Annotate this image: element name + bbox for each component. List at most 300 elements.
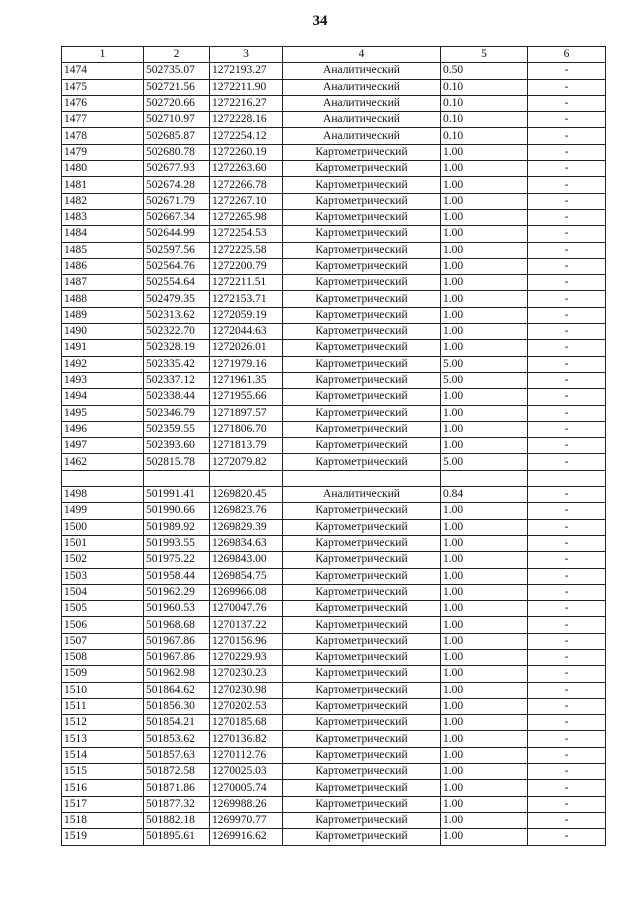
x-coordinate-cell: 501853.62	[144, 731, 210, 747]
x-coordinate-cell: 502674.28	[144, 177, 210, 193]
point-number-cell: 1510	[62, 682, 144, 698]
table-row	[62, 258, 606, 274]
method-cell: Картометрический	[283, 242, 441, 258]
header-col-4: 4	[283, 47, 441, 63]
method-cell: Картометрический	[283, 144, 441, 160]
y-coordinate-cell: 1270005.74	[210, 780, 283, 796]
note-cell: -	[528, 438, 606, 454]
x-coordinate-cell: 501967.86	[144, 633, 210, 649]
accuracy-cell: 1.00	[441, 324, 528, 340]
point-number-cell: 1499	[62, 503, 144, 519]
point-number-cell: 1482	[62, 193, 144, 209]
method-cell: Картометрический	[283, 161, 441, 177]
note-cell: -	[528, 487, 606, 503]
method-cell: Картометрический	[283, 698, 441, 714]
table-row	[62, 454, 606, 470]
note-cell: -	[528, 829, 606, 845]
x-coordinate-cell: 502393.60	[144, 438, 210, 454]
method-cell: Аналитический	[283, 95, 441, 111]
coordinates-table	[61, 46, 606, 846]
x-coordinate-cell: 501857.63	[144, 747, 210, 763]
method-cell: Картометрический	[283, 747, 441, 763]
accuracy-cell: 1.00	[441, 535, 528, 551]
method-cell: Картометрический	[283, 454, 441, 470]
point-number-cell: 1514	[62, 747, 144, 763]
empty-cell	[62, 470, 144, 486]
x-coordinate-cell: 502338.44	[144, 389, 210, 405]
method-cell: Картометрический	[283, 649, 441, 665]
table-row	[62, 568, 606, 584]
accuracy-cell: 1.00	[441, 829, 528, 845]
table-row	[62, 291, 606, 307]
accuracy-cell: 0.84	[441, 487, 528, 503]
method-cell: Картометрический	[283, 617, 441, 633]
x-coordinate-cell: 501872.58	[144, 764, 210, 780]
y-coordinate-cell: 1269854.75	[210, 568, 283, 584]
accuracy-cell: 1.00	[441, 617, 528, 633]
x-coordinate-cell: 501989.92	[144, 519, 210, 535]
x-coordinate-cell: 502710.97	[144, 112, 210, 128]
table-row	[62, 112, 606, 128]
x-coordinate-cell: 502322.70	[144, 324, 210, 340]
group-separator-row	[62, 470, 606, 486]
accuracy-cell: 1.00	[441, 584, 528, 600]
accuracy-cell: 1.00	[441, 698, 528, 714]
note-cell: -	[528, 275, 606, 291]
note-cell: -	[528, 649, 606, 665]
table-row	[62, 79, 606, 95]
point-number-cell: 1493	[62, 372, 144, 388]
accuracy-cell: 1.00	[441, 275, 528, 291]
x-coordinate-cell: 501877.32	[144, 796, 210, 812]
point-number-cell: 1500	[62, 519, 144, 535]
accuracy-cell: 1.00	[441, 682, 528, 698]
empty-cell	[144, 470, 210, 486]
point-number-cell: 1492	[62, 356, 144, 372]
x-coordinate-cell: 502335.42	[144, 356, 210, 372]
y-coordinate-cell: 1271961.35	[210, 372, 283, 388]
note-cell: -	[528, 258, 606, 274]
y-coordinate-cell: 1269834.63	[210, 535, 283, 551]
y-coordinate-cell: 1269988.26	[210, 796, 283, 812]
note-cell: -	[528, 95, 606, 111]
note-cell: -	[528, 535, 606, 551]
point-number-cell: 1474	[62, 63, 144, 79]
accuracy-cell: 0.50	[441, 63, 528, 79]
accuracy-cell: 1.00	[441, 503, 528, 519]
x-coordinate-cell: 502479.35	[144, 291, 210, 307]
table-row	[62, 519, 606, 535]
table-row	[62, 682, 606, 698]
point-number-cell: 1518	[62, 812, 144, 828]
point-number-cell: 1488	[62, 291, 144, 307]
method-cell: Картометрический	[283, 552, 441, 568]
point-number-cell: 1508	[62, 649, 144, 665]
accuracy-cell: 1.00	[441, 666, 528, 682]
method-cell: Картометрический	[283, 666, 441, 682]
x-coordinate-cell: 502677.93	[144, 161, 210, 177]
empty-cell	[283, 470, 441, 486]
note-cell: -	[528, 144, 606, 160]
note-cell: -	[528, 584, 606, 600]
accuracy-cell: 1.00	[441, 226, 528, 242]
y-coordinate-cell: 1270230.98	[210, 682, 283, 698]
point-number-cell: 1490	[62, 324, 144, 340]
method-cell: Картометрический	[283, 226, 441, 242]
x-coordinate-cell: 502815.78	[144, 454, 210, 470]
empty-cell	[528, 470, 606, 486]
y-coordinate-cell: 1270229.93	[210, 649, 283, 665]
accuracy-cell: 1.00	[441, 438, 528, 454]
point-number-cell: 1517	[62, 796, 144, 812]
table-row	[62, 177, 606, 193]
y-coordinate-cell: 1271813.79	[210, 438, 283, 454]
table-row	[62, 503, 606, 519]
table-row	[62, 812, 606, 828]
note-cell: -	[528, 389, 606, 405]
point-number-cell: 1479	[62, 144, 144, 160]
point-number-cell: 1505	[62, 601, 144, 617]
method-cell: Картометрический	[283, 715, 441, 731]
point-number-cell: 1486	[62, 258, 144, 274]
accuracy-cell: 1.00	[441, 389, 528, 405]
y-coordinate-cell: 1272216.27	[210, 95, 283, 111]
table-row	[62, 275, 606, 291]
accuracy-cell: 1.00	[441, 193, 528, 209]
point-number-cell: 1496	[62, 421, 144, 437]
y-coordinate-cell: 1270185.68	[210, 715, 283, 731]
point-number-cell: 1503	[62, 568, 144, 584]
x-coordinate-cell: 501962.98	[144, 666, 210, 682]
point-number-cell: 1507	[62, 633, 144, 649]
header-col-2: 2	[144, 47, 210, 63]
table-row	[62, 161, 606, 177]
table-row	[62, 829, 606, 845]
x-coordinate-cell: 501990.66	[144, 503, 210, 519]
accuracy-cell: 1.00	[441, 291, 528, 307]
accuracy-cell: 5.00	[441, 372, 528, 388]
y-coordinate-cell: 1269966.08	[210, 584, 283, 600]
accuracy-cell: 1.00	[441, 731, 528, 747]
point-number-cell: 1462	[62, 454, 144, 470]
table-row	[62, 324, 606, 340]
table-row	[62, 487, 606, 503]
accuracy-cell: 1.00	[441, 764, 528, 780]
y-coordinate-cell: 1269970.77	[210, 812, 283, 828]
accuracy-cell: 1.00	[441, 209, 528, 225]
point-number-cell: 1513	[62, 731, 144, 747]
method-cell: Картометрический	[283, 372, 441, 388]
method-cell: Картометрический	[283, 503, 441, 519]
note-cell: -	[528, 242, 606, 258]
note-cell: -	[528, 796, 606, 812]
y-coordinate-cell: 1269916.62	[210, 829, 283, 845]
x-coordinate-cell: 501958.44	[144, 568, 210, 584]
accuracy-cell: 1.00	[441, 812, 528, 828]
point-number-cell: 1487	[62, 275, 144, 291]
point-number-cell: 1495	[62, 405, 144, 421]
note-cell: -	[528, 209, 606, 225]
table-row	[62, 405, 606, 421]
x-coordinate-cell: 502680.78	[144, 144, 210, 160]
note-cell: -	[528, 601, 606, 617]
table-row	[62, 226, 606, 242]
y-coordinate-cell: 1272228.16	[210, 112, 283, 128]
x-coordinate-cell: 502721.56	[144, 79, 210, 95]
method-cell: Картометрический	[283, 307, 441, 323]
note-cell: -	[528, 161, 606, 177]
x-coordinate-cell: 501991.41	[144, 487, 210, 503]
method-cell: Картометрический	[283, 568, 441, 584]
accuracy-cell: 0.10	[441, 79, 528, 95]
point-number-cell: 1509	[62, 666, 144, 682]
method-cell: Картометрический	[283, 438, 441, 454]
method-cell: Картометрический	[283, 275, 441, 291]
x-coordinate-cell: 501968.68	[144, 617, 210, 633]
y-coordinate-cell: 1272265.98	[210, 209, 283, 225]
header-col-5: 5	[441, 47, 528, 63]
y-coordinate-cell: 1270230.23	[210, 666, 283, 682]
table-row	[62, 780, 606, 796]
note-cell: -	[528, 356, 606, 372]
method-cell: Картометрический	[283, 584, 441, 600]
point-number-cell: 1483	[62, 209, 144, 225]
page-number: 34	[312, 13, 328, 29]
table-row	[62, 144, 606, 160]
table-row	[62, 601, 606, 617]
accuracy-cell: 1.00	[441, 796, 528, 812]
point-number-cell: 1476	[62, 95, 144, 111]
note-cell: -	[528, 764, 606, 780]
point-number-cell: 1501	[62, 535, 144, 551]
table-row	[62, 128, 606, 144]
point-number-cell: 1485	[62, 242, 144, 258]
y-coordinate-cell: 1271806.70	[210, 421, 283, 437]
note-cell: -	[528, 617, 606, 633]
y-coordinate-cell: 1272254.53	[210, 226, 283, 242]
y-coordinate-cell: 1272254.12	[210, 128, 283, 144]
y-coordinate-cell: 1272263.60	[210, 161, 283, 177]
accuracy-cell: 0.10	[441, 128, 528, 144]
x-coordinate-cell: 502685.87	[144, 128, 210, 144]
y-coordinate-cell: 1272266.78	[210, 177, 283, 193]
note-cell: -	[528, 177, 606, 193]
note-cell: -	[528, 715, 606, 731]
x-coordinate-cell: 502564.76	[144, 258, 210, 274]
x-coordinate-cell: 502720.66	[144, 95, 210, 111]
x-coordinate-cell: 502671.79	[144, 193, 210, 209]
x-coordinate-cell: 502346.79	[144, 405, 210, 421]
note-cell: -	[528, 324, 606, 340]
table-row	[62, 63, 606, 79]
x-coordinate-cell: 502735.07	[144, 63, 210, 79]
point-number-cell: 1512	[62, 715, 144, 731]
method-cell: Картометрический	[283, 780, 441, 796]
y-coordinate-cell: 1272059.19	[210, 307, 283, 323]
note-cell: -	[528, 552, 606, 568]
table-row	[62, 552, 606, 568]
y-coordinate-cell: 1272225.58	[210, 242, 283, 258]
point-number-cell: 1516	[62, 780, 144, 796]
method-cell: Картометрический	[283, 601, 441, 617]
x-coordinate-cell: 501967.86	[144, 649, 210, 665]
y-coordinate-cell: 1270137.22	[210, 617, 283, 633]
table-row	[62, 209, 606, 225]
table-row	[62, 649, 606, 665]
table-row	[62, 389, 606, 405]
table-row	[62, 95, 606, 111]
accuracy-cell: 1.00	[441, 649, 528, 665]
method-cell: Картометрический	[283, 633, 441, 649]
y-coordinate-cell: 1272267.10	[210, 193, 283, 209]
method-cell: Картометрический	[283, 258, 441, 274]
header-col-1: 1	[62, 47, 144, 63]
y-coordinate-cell: 1272193.27	[210, 63, 283, 79]
method-cell: Аналитический	[283, 128, 441, 144]
table-row	[62, 715, 606, 731]
table-row	[62, 633, 606, 649]
point-number-cell: 1497	[62, 438, 144, 454]
note-cell: -	[528, 112, 606, 128]
point-number-cell: 1504	[62, 584, 144, 600]
accuracy-cell: 1.00	[441, 161, 528, 177]
method-cell: Картометрический	[283, 682, 441, 698]
accuracy-cell: 0.10	[441, 112, 528, 128]
x-coordinate-cell: 501856.30	[144, 698, 210, 714]
table-row	[62, 193, 606, 209]
note-cell: -	[528, 731, 606, 747]
accuracy-cell: 1.00	[441, 405, 528, 421]
point-number-cell: 1484	[62, 226, 144, 242]
y-coordinate-cell: 1270047.76	[210, 601, 283, 617]
y-coordinate-cell: 1269829.39	[210, 519, 283, 535]
method-cell: Картометрический	[283, 421, 441, 437]
method-cell: Аналитический	[283, 112, 441, 128]
point-number-cell: 1481	[62, 177, 144, 193]
accuracy-cell: 1.00	[441, 144, 528, 160]
table-row	[62, 731, 606, 747]
table-row	[62, 796, 606, 812]
table-row	[62, 764, 606, 780]
x-coordinate-cell: 502337.12	[144, 372, 210, 388]
method-cell: Картометрический	[283, 209, 441, 225]
header-col-6: 6	[528, 47, 606, 63]
accuracy-cell: 1.00	[441, 552, 528, 568]
note-cell: -	[528, 666, 606, 682]
method-cell: Картометрический	[283, 324, 441, 340]
y-coordinate-cell: 1271955.66	[210, 389, 283, 405]
x-coordinate-cell: 502667.34	[144, 209, 210, 225]
y-coordinate-cell: 1270112.76	[210, 747, 283, 763]
method-cell: Картометрический	[283, 764, 441, 780]
note-cell: -	[528, 519, 606, 535]
x-coordinate-cell: 501895.61	[144, 829, 210, 845]
y-coordinate-cell: 1272260.19	[210, 144, 283, 160]
header-row	[62, 47, 606, 63]
note-cell: -	[528, 780, 606, 796]
accuracy-cell: 1.00	[441, 258, 528, 274]
note-cell: -	[528, 454, 606, 470]
note-cell: -	[528, 633, 606, 649]
method-cell: Картометрический	[283, 356, 441, 372]
method-cell: Картометрический	[283, 519, 441, 535]
method-cell: Картометрический	[283, 829, 441, 845]
x-coordinate-cell: 501960.53	[144, 601, 210, 617]
point-number-cell: 1506	[62, 617, 144, 633]
accuracy-cell: 1.00	[441, 340, 528, 356]
point-number-cell: 1478	[62, 128, 144, 144]
accuracy-cell: 1.00	[441, 519, 528, 535]
accuracy-cell: 1.00	[441, 421, 528, 437]
accuracy-cell: 1.00	[441, 715, 528, 731]
point-number-cell: 1491	[62, 340, 144, 356]
y-coordinate-cell: 1272211.90	[210, 79, 283, 95]
note-cell: -	[528, 812, 606, 828]
accuracy-cell: 1.00	[441, 568, 528, 584]
accuracy-cell: 1.00	[441, 601, 528, 617]
point-number-cell: 1515	[62, 764, 144, 780]
point-number-cell: 1477	[62, 112, 144, 128]
table-row	[62, 535, 606, 551]
method-cell: Аналитический	[283, 63, 441, 79]
method-cell: Картометрический	[283, 731, 441, 747]
x-coordinate-cell: 501975.22	[144, 552, 210, 568]
table-row	[62, 307, 606, 323]
x-coordinate-cell: 502644.99	[144, 226, 210, 242]
table-row	[62, 340, 606, 356]
table-row	[62, 438, 606, 454]
table-row	[62, 356, 606, 372]
x-coordinate-cell: 502328.19	[144, 340, 210, 356]
empty-cell	[210, 470, 283, 486]
table-row	[62, 747, 606, 763]
note-cell: -	[528, 698, 606, 714]
y-coordinate-cell: 1269820.45	[210, 487, 283, 503]
x-coordinate-cell: 501871.86	[144, 780, 210, 796]
table-row	[62, 617, 606, 633]
empty-cell	[441, 470, 528, 486]
note-cell: -	[528, 372, 606, 388]
note-cell: -	[528, 226, 606, 242]
accuracy-cell: 1.00	[441, 747, 528, 763]
accuracy-cell: 0.10	[441, 95, 528, 111]
note-cell: -	[528, 128, 606, 144]
accuracy-cell: 1.00	[441, 177, 528, 193]
y-coordinate-cell: 1272153.71	[210, 291, 283, 307]
y-coordinate-cell: 1270202.53	[210, 698, 283, 714]
x-coordinate-cell: 501882.18	[144, 812, 210, 828]
table-row	[62, 242, 606, 258]
y-coordinate-cell: 1272026.01	[210, 340, 283, 356]
y-coordinate-cell: 1272211.51	[210, 275, 283, 291]
accuracy-cell: 1.00	[441, 307, 528, 323]
point-number-cell: 1498	[62, 487, 144, 503]
y-coordinate-cell: 1270136.82	[210, 731, 283, 747]
note-cell: -	[528, 421, 606, 437]
note-cell: -	[528, 747, 606, 763]
method-cell: Аналитический	[283, 487, 441, 503]
y-coordinate-cell: 1272044.63	[210, 324, 283, 340]
x-coordinate-cell: 502597.56	[144, 242, 210, 258]
y-coordinate-cell: 1272200.79	[210, 258, 283, 274]
y-coordinate-cell: 1270156.96	[210, 633, 283, 649]
table-row	[62, 698, 606, 714]
y-coordinate-cell: 1270025.03	[210, 764, 283, 780]
note-cell: -	[528, 405, 606, 421]
method-cell: Картометрический	[283, 340, 441, 356]
accuracy-cell: 1.00	[441, 633, 528, 649]
method-cell: Аналитический	[283, 79, 441, 95]
